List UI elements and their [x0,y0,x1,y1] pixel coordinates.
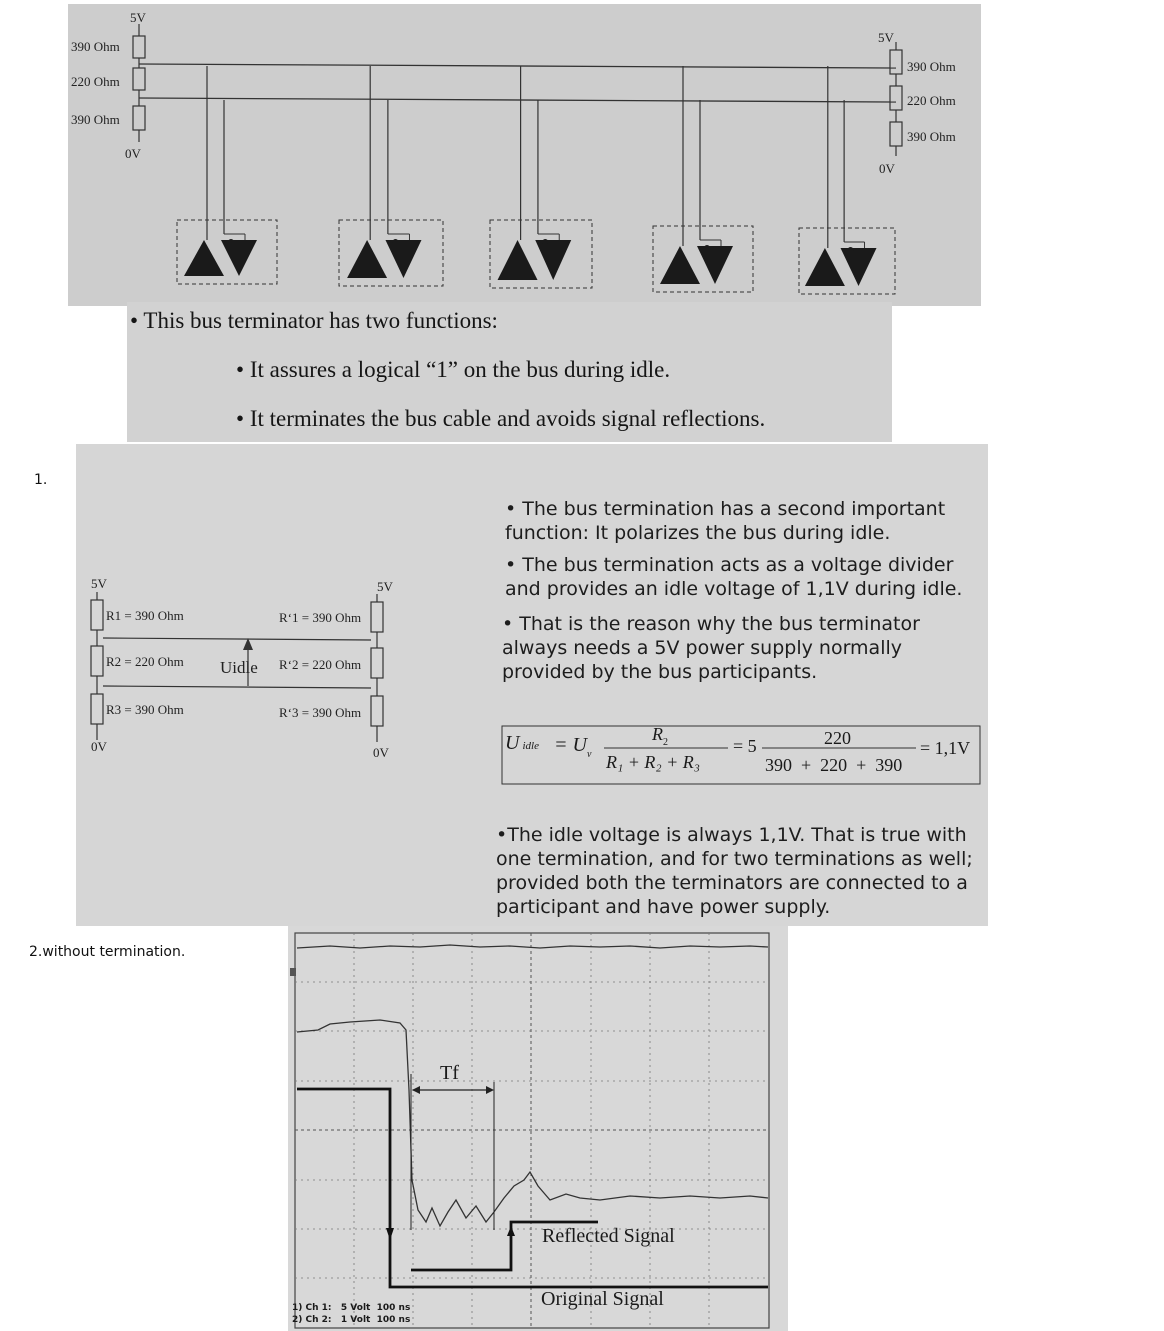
divider-right-0v: 0V [373,745,389,760]
explanation-bullet-1-text: The bus termination has a second important function: It polarizes the bus during idle. [505,498,946,544]
formula-result: = 1,1V [920,738,971,758]
left-5v-label: 5V [130,10,146,25]
right-r3-label: 390 Ohm [907,129,956,144]
divider-left-5v: 5V [91,576,107,591]
formula-num1-sub: 2 [663,737,668,748]
function-item-2-text: It terminates the bus cable and avoids signal reflections. [249,406,766,431]
scope-original-label: Original Signal [541,1288,664,1310]
left-r2-label: 220 Ohm [71,74,120,89]
right-r1-label: 390 Ohm [907,59,956,74]
functions-heading-text: This bus terminator has two functions: [143,308,498,333]
functions-heading: • This bus terminator has two functions: [130,308,498,333]
formula-den2: 390 + 220 + 390 [765,755,903,775]
divider-r3: R3 = 390 Ohm [106,702,184,717]
explanation-bullet-3-text: That is the reason why the bus terminator always needs a 5V power supply normally provided by the bus participants. [502,613,920,683]
explanation-bullet-1: • The bus termination has a second important function: It polarizes the bus during idle. [505,498,946,544]
formula-den1: R₁ + R₂ + R₃ [606,752,701,772]
divider-rp3: R‘3 = 390 Ohm [279,705,362,720]
right-5v-label: 5V [878,30,894,45]
divider-r1: R1 = 390 Ohm [106,608,184,623]
left-r3-label: 390 Ohm [71,112,120,127]
scope-reflected-label: Reflected Signal [542,1225,675,1247]
divider-rp1: R‘1 = 390 Ohm [279,610,362,625]
explanation-final-note: •The idle voltage is always 1,1V. That is true with one termination, and for two terminations as well; provided both the terminators are connected to a participant and have power supply. [496,824,973,918]
explanation-bullet-2-text: The bus termination acts as a voltage divider and provides an idle voltage of 1,1V during idle. [505,554,963,600]
right-r2-label: 220 Ohm [907,93,956,108]
left-r1-label: 390 Ohm [71,39,120,54]
formula-num2: 220 [824,728,851,748]
scope-tf-label: Tf [440,1062,459,1084]
scope-ch1-readout: 1) Ch 1: 5 Volt 100 ns [292,1303,411,1313]
divider-right-5v: 5V [377,579,393,594]
formula-eq1-sub: v [586,749,592,760]
formula-num1-text: R [652,724,663,744]
divider-r2: R2 = 220 Ohm [106,654,184,669]
function-item-1: • It assures a logical “1” on the bus during idle. [236,357,671,382]
formula-lhs-text: U [505,732,520,754]
function-item-1-text: It assures a logical “1” on the bus during idle. [249,357,671,382]
formula-eq1-text: = U [554,734,587,756]
section-2-label: 2.without termination. [29,944,186,960]
formula-lhs-sub: idle [522,740,539,752]
left-0v-label: 0V [125,146,141,161]
scope-ch2-readout: 2) Ch 2: 1 Volt 100 ns [292,1315,411,1325]
divider-uidle: Uidle [220,658,258,677]
function-item-2: • It terminates the bus cable and avoids signal reflections. [236,406,766,431]
divider-rp2: R‘2 = 220 Ohm [279,657,362,672]
divider-left-0v: 0V [91,739,107,754]
explanation-bullet-3: • That is the reason why the bus terminator always needs a 5V power supply normally provided by the bus participants. [502,613,920,683]
formula-eq2: = 5 [733,736,757,756]
section-1-number: 1. [34,472,48,488]
explanation-bullet-2: • The bus termination acts as a voltage divider and provides an idle voltage of 1,1V during idle. [505,554,963,600]
right-0v-label: 0V [879,161,895,176]
